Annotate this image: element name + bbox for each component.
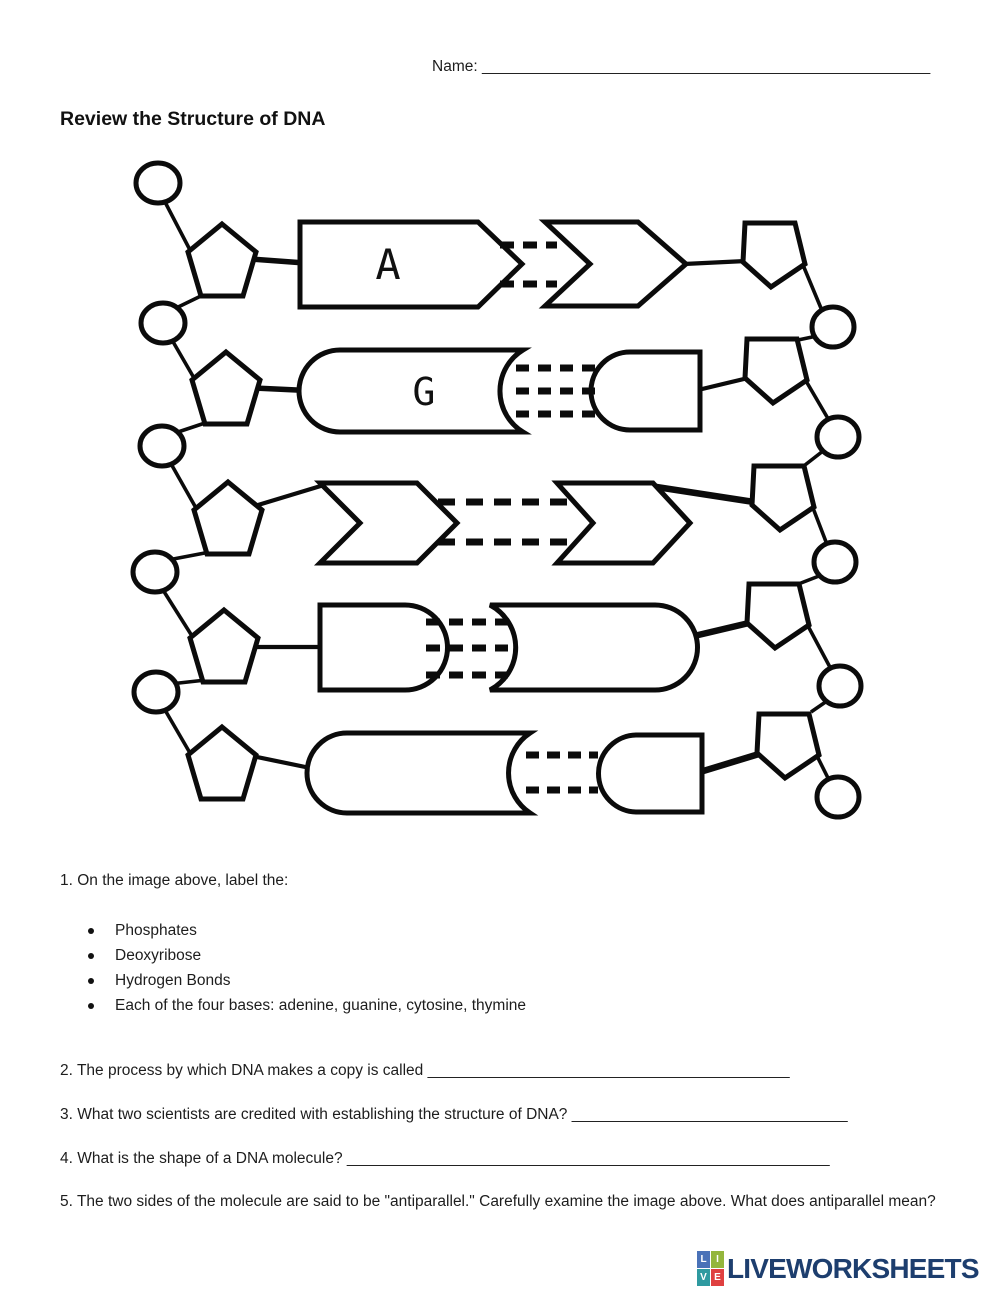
bullet-label: Deoxyribose [115,947,202,964]
thymine-base [320,483,457,563]
logo-square-l: L [697,1251,710,1268]
phosphate-circle [134,672,178,712]
question-5: 5. The two sides of the molecule are said to be "antiparallel." Carefully examine the image above. What does antiparallel mean? [60,1193,936,1210]
right-phosphate-circles [812,307,861,817]
phosphate-circle [819,666,861,706]
question-2 [60,1060,790,1081]
cytosine-base [591,352,700,430]
bullet-item-phosphates [88,920,197,941]
bullet-label: Phosphates [115,922,197,939]
deoxyribose-pentagon [745,339,807,403]
bullet-item-deoxyribose [88,945,201,966]
adenine-label: A [375,240,401,289]
question-3 [60,1104,848,1125]
left-deoxyribose-pentagons [188,224,262,799]
logo-square-e: E [711,1269,724,1286]
phosphate-circle [817,777,859,817]
question-4-blank-field[interactable]: ________________________________________________________ [346,1150,830,1167]
dna-structure-diagram [0,150,1000,840]
guanine-base [299,350,523,432]
phosphate-circle [140,426,184,466]
deoxyribose-pentagon [188,224,256,296]
deoxyribose-pentagon [743,223,805,287]
question-4 [60,1148,830,1169]
question-3-text: 3. What two scientists are credited with establishing the structure of DNA? [60,1106,568,1123]
phosphate-circle [812,307,854,347]
deoxyribose-pentagon [747,584,809,648]
name-blank-field[interactable]: ____________________________________________________ [481,58,931,75]
page-title: Review the Structure of DNA [60,108,326,130]
deoxyribose-pentagon [192,352,260,424]
question-2-blank-field[interactable]: __________________________________________ [427,1062,790,1079]
deoxyribose-pentagon [194,482,262,554]
right-deoxyribose-pentagons [743,223,819,778]
guanine-base [490,605,698,690]
phosphate-circle [136,163,180,203]
thymine-base [545,222,686,306]
hydrogen-bonds-row5 [526,755,598,790]
question-2-text: 2. The process by which DNA makes a copy is called [60,1062,424,1079]
guanine-base [307,733,530,813]
question-3-blank-field[interactable]: ________________________________ [571,1106,848,1123]
deoxyribose-pentagon [190,610,258,682]
bullet-icon [88,978,94,984]
guanine-label: G [412,370,436,414]
deoxyribose-pentagon [188,727,256,799]
adenine-chevron-base [557,483,690,563]
question-4-text: 4. What is the shape of a DNA molecule? [60,1150,343,1167]
phosphate-circle [133,552,177,592]
bullet-icon [88,953,94,959]
liveworksheets-logo-icon [697,1251,724,1286]
bullet-item-four-bases [88,995,526,1016]
question-1: 1. On the image above, label the: [60,872,289,889]
deoxyribose-pentagon [752,466,814,530]
phosphate-circle [141,303,185,343]
liveworksheets-wordmark: LIVEWORKSHEETS [727,1252,979,1284]
logo-square-v: V [697,1269,710,1286]
phosphate-circle [817,417,859,457]
deoxyribose-pentagon [757,714,819,778]
cytosine-base [599,735,703,812]
left-phosphate-circles [133,163,185,712]
hydrogen-bonds-row2 [516,368,600,414]
phosphate-circle [814,542,856,582]
bullet-icon [88,928,94,934]
bullet-icon [88,1003,94,1009]
liveworksheets-logo[interactable] [697,1251,979,1286]
bullet-item-hydrogen-bonds [88,970,230,991]
bullet-label: Each of the four bases: adenine, guanine, cytosine, thymine [115,997,527,1014]
adenine-base [300,222,522,307]
name-line [432,56,930,77]
name-label: Name: [432,58,478,75]
bullet-label: Hydrogen Bonds [115,972,231,989]
logo-square-i: I [711,1251,724,1268]
